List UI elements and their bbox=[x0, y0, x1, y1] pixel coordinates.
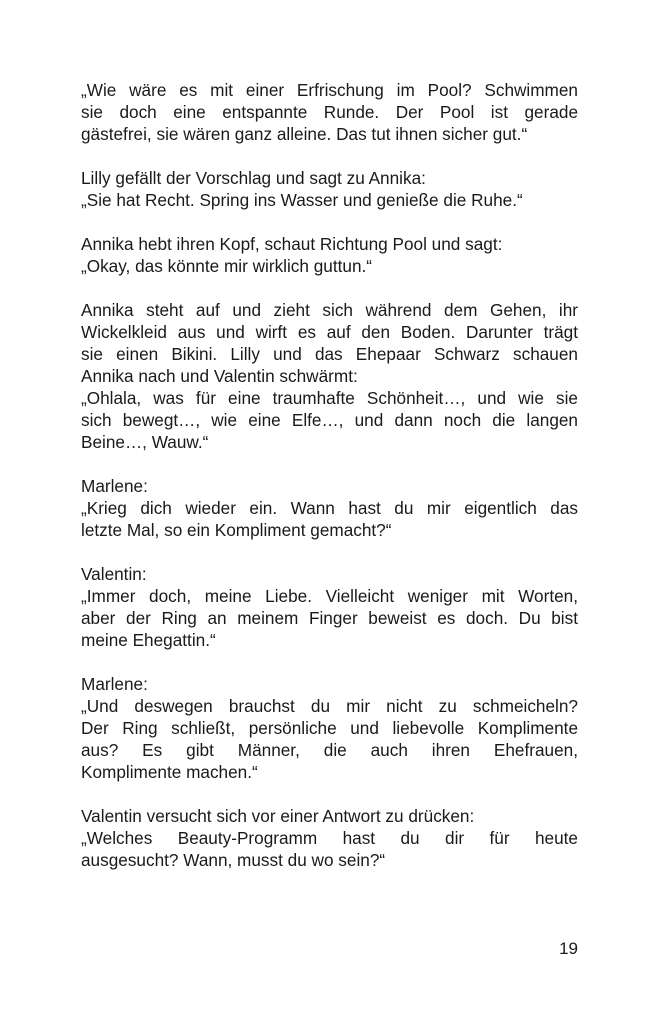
paragraph-1 bbox=[81, 79, 578, 145]
text-line: Annika nach und Valentin schwärmt: bbox=[81, 366, 358, 386]
text-line: gästefrei, sie wären ganz alleine. Das tut ihnen sicher gut.“ bbox=[81, 124, 528, 144]
text-line: „Wie wäre es mit einer Erfrischung im Pool? Schwimmen bbox=[81, 80, 578, 100]
text-line: „Sie hat Recht. Spring ins Wasser und genieße die Ruhe.“ bbox=[81, 190, 523, 210]
paragraph-8 bbox=[81, 805, 578, 871]
text-line: Der Ring schließt, persönliche und liebevolle Komplimente bbox=[81, 718, 578, 738]
paragraph-2 bbox=[81, 167, 578, 211]
text-line: „Welches Beauty-Programm hast du dir für heute bbox=[81, 828, 578, 848]
text-line: „Ohlala, was für eine traumhafte Schönheit…, und wie sie bbox=[81, 388, 578, 408]
text-line: „Immer doch, meine Liebe. Vielleicht weniger mit Worten, bbox=[81, 586, 578, 606]
text-line: Marlene: bbox=[81, 476, 148, 496]
text-line: aus? Es gibt Männer, die auch ihren Ehefrauen, bbox=[81, 740, 578, 760]
paragraph-5 bbox=[81, 475, 578, 541]
text-line: sie einen Bikini. Lilly und das Ehepaar Schwarz schauen bbox=[81, 344, 578, 364]
text-line: Valentin versucht sich vor einer Antwort zu drücken: bbox=[81, 806, 475, 826]
paragraph-6 bbox=[81, 563, 578, 651]
text-line: sie doch eine entspannte Runde. Der Pool ist gerade bbox=[81, 102, 578, 122]
page-number: 19 bbox=[559, 939, 578, 958]
text-line: „Okay, das könnte mir wirklich guttun.“ bbox=[81, 256, 373, 276]
text-line: Annika hebt ihren Kopf, schaut Richtung Pool und sagt: bbox=[81, 234, 503, 254]
text-line: ausgesucht? Wann, musst du wo sein?“ bbox=[81, 850, 386, 870]
paragraph-3 bbox=[81, 233, 578, 277]
text-line: Beine…, Wauw.“ bbox=[81, 432, 209, 452]
text-line: Wickelkleid aus und wirft es auf den Boden. Darunter trägt bbox=[81, 322, 578, 342]
text-line: „Und deswegen brauchst du mir nicht zu schmeicheln? bbox=[81, 696, 578, 716]
text-line: aber der Ring an meinem Finger beweist es doch. Du bist bbox=[81, 608, 578, 628]
text-line: letzte Mal, so ein Kompliment gemacht?“ bbox=[81, 520, 392, 540]
paragraph-7 bbox=[81, 673, 578, 783]
text-line: Marlene: bbox=[81, 674, 148, 694]
text-line: Valentin: bbox=[81, 564, 147, 584]
text-line: Annika steht auf und zieht sich während dem Gehen, ihr bbox=[81, 300, 578, 320]
text-line: meine Ehegattin.“ bbox=[81, 630, 216, 650]
paragraph-4 bbox=[81, 299, 578, 453]
text-line: Komplimente machen.“ bbox=[81, 762, 258, 782]
text-line: „Krieg dich wieder ein. Wann hast du mir eigentlich das bbox=[81, 498, 578, 518]
text-line: Lilly gefällt der Vorschlag und sagt zu Annika: bbox=[81, 168, 426, 188]
text-line: sich bewegt…, wie eine Elfe…, und dann noch die langen bbox=[81, 410, 578, 430]
page-body bbox=[81, 79, 578, 893]
